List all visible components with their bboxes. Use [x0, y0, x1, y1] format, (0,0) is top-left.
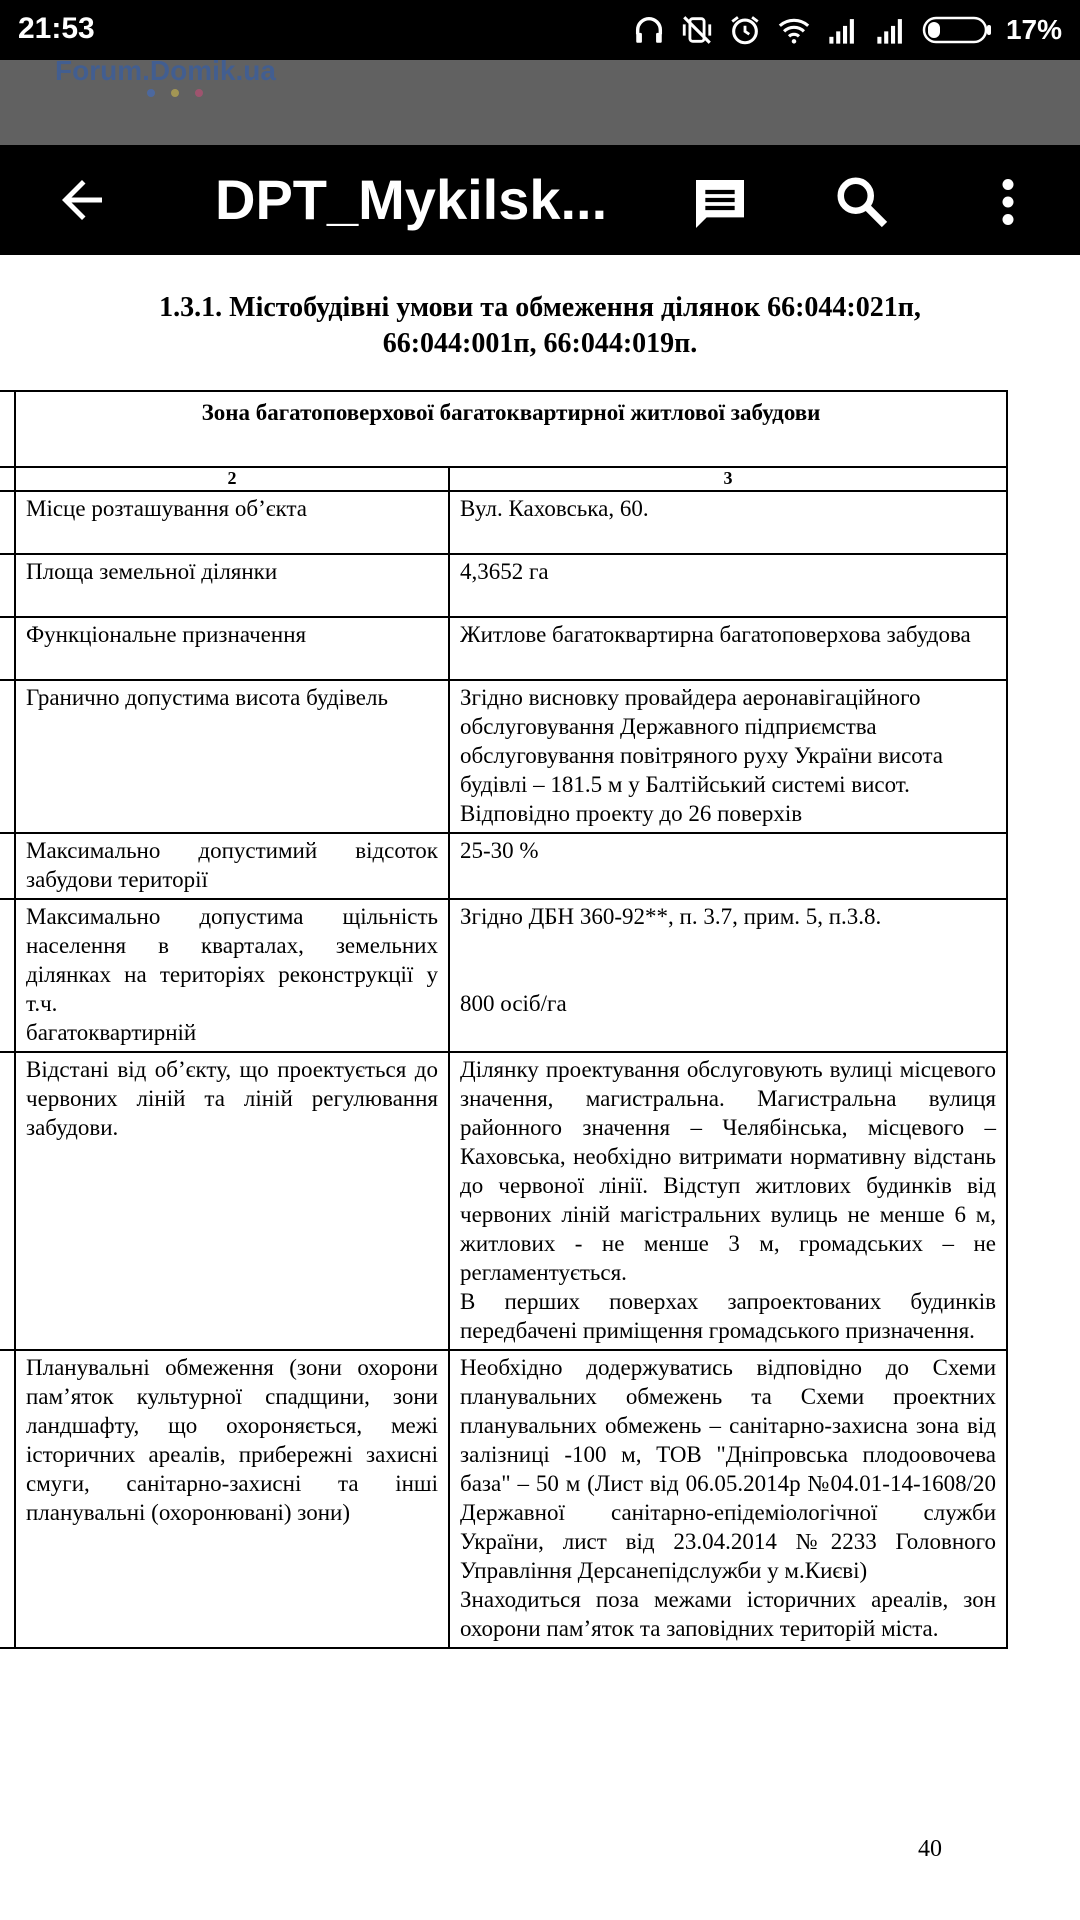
table-row	[0, 554, 1007, 617]
table-row	[0, 617, 1007, 680]
wifi-icon	[776, 13, 812, 47]
table-row	[0, 1052, 1007, 1350]
page-number: 40	[918, 1836, 942, 1862]
row-value: Житлове багатоквартирна багатоповерхова забудова	[449, 617, 1007, 680]
row-value: 4,3652 га	[449, 554, 1007, 617]
table-row	[0, 680, 1007, 833]
document-page[interactable]	[0, 228, 1080, 1920]
search-icon	[832, 172, 892, 232]
row-value: Згідно висновку провайдера аеронавігаційного обслуговування Державного підприємства обслуговування повітряного руху України висота будівлі – 181.5 м у Балтійський системі висот. Відповідно проекту до 26 поверхів	[449, 680, 1007, 833]
battery-percent: 17%	[1005, 14, 1062, 45]
row-value: Ділянку проектування обслуговують вулиці місцевого значення, магистральна. Магистральна вулиця районного значення – Челябінська, місцевого – Каховська, необхідно витримати нормативну відстань до червоної лінії. Відступ житлових будинків від червоних ліній магістральних вулиць не менше 6 м, житлових - не менше 3 м, громадських – не регламентується. В перших поверхах запроектованих будинків передбачені приміщення громадського призначення.	[449, 1052, 1007, 1350]
comment-icon	[688, 172, 752, 236]
table-row	[0, 833, 1007, 899]
row-value: 25-30 %	[449, 833, 1007, 899]
column-number: 3	[449, 467, 1007, 491]
watermark-dots	[147, 89, 203, 97]
row-value: Вул. Каховська, 60.	[449, 491, 1007, 554]
more-options-button[interactable]	[978, 172, 1038, 232]
signal-icon	[874, 15, 908, 45]
row-value: Необхідно додержуватись відповідно до Схеми планувальних обмежень та Схеми проектних планувальних обмежень – санітарно-захисна зона від залізниці -100 м, ТОВ "Дніпровська плодоовочева база" – 50 м (Лист від 06.05.2014р №04.01-14-1608/20 Державної санітарно-епідеміологічної служби України, лист від 23.04.2014 №2233 Головного Управління Дерсанепідслужби у м.Києві) Знаходиться поза межами історичних ареалів, зон охорони пам’яток та заповідних територій міста.	[449, 1350, 1007, 1648]
alarm-icon	[728, 13, 762, 47]
table-row	[0, 1350, 1007, 1648]
signal-icon	[826, 15, 860, 45]
document-title: DPT_Mykilsk...	[215, 168, 608, 231]
section-heading: 1.3.1. Містобудівні умови та обмеження ділянок 66:044:021п, 66:044:001п, 66:044:019п.	[159, 292, 921, 359]
vibrate-off-icon	[680, 13, 714, 47]
column-number-row	[0, 467, 1007, 491]
row-value: Згідно ДБН 360-92**, п. 3.7, прим. 5, п.3.8. 800 осіб/га	[449, 899, 1007, 1052]
search-button[interactable]	[832, 172, 892, 232]
column-number: 2	[15, 467, 449, 491]
row-label: Максимально допустима щільність населення в кварталах, земельних ділянках на територіях реконструкції у т.ч. багатоквартирній	[15, 899, 449, 1052]
watermark: Forum.Domik.ua	[55, 55, 276, 87]
row-label: Відстані від об’єкту, що проектується до червоних ліній та ліній регулювання забудови.	[15, 1052, 449, 1350]
headphones-icon	[632, 13, 666, 47]
more-vert-icon	[978, 172, 1038, 232]
status-time: 21:53	[18, 12, 95, 45]
back-button[interactable]	[52, 170, 112, 230]
battery-icon	[922, 15, 992, 45]
row-label: Функціональне призначення	[15, 617, 449, 680]
arrow-back-icon	[52, 170, 112, 230]
row-label: Місце розташування об’єкта	[15, 491, 449, 554]
comments-button[interactable]	[688, 172, 748, 232]
table-header-row	[0, 391, 1007, 467]
status-icons	[632, 10, 1062, 50]
conditions-table	[0, 390, 1008, 1649]
zone-header: Зона багатоповерхової багатоквартирної житлової забудови	[15, 391, 1007, 467]
table-row	[0, 491, 1007, 554]
row-label: Гранично допустима висота будівель	[15, 680, 449, 833]
status-bar	[0, 0, 1080, 60]
row-label: Планувальні обмеження (зони охорони пам’яток культурної спадщини, зони ландшафту, що охороняється, межі історичних ареалів, прибережні захисні смуги, санітарно-захисні та інші планувальні (охоронювані) зони)	[15, 1350, 449, 1648]
row-label: Площа земельної ділянки	[15, 554, 449, 617]
row-label: Максимально допустимий відсоток забудови території	[15, 833, 449, 899]
table-row	[0, 899, 1007, 1052]
